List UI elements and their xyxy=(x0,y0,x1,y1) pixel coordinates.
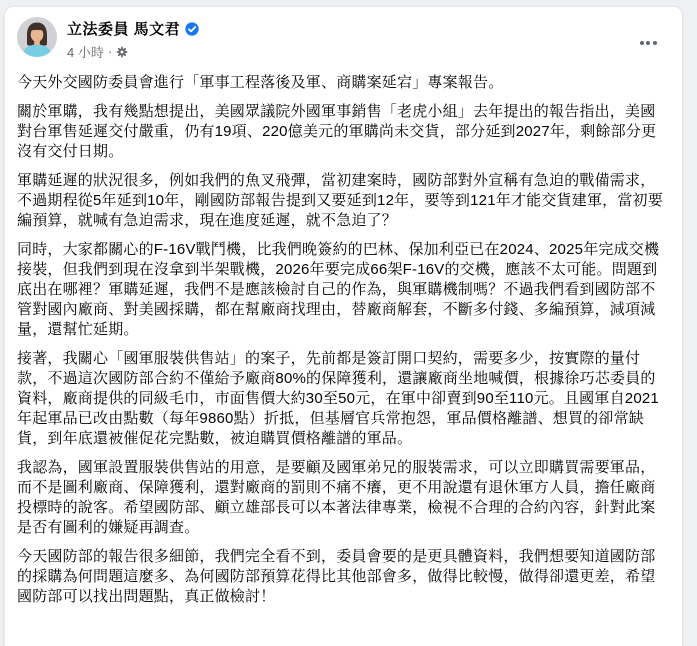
post-content xyxy=(5,65,682,607)
more-options-icon xyxy=(640,41,644,45)
post-header xyxy=(5,7,682,65)
post-paragraph: 軍購延遲的狀況很多，例如我們的魚叉飛彈，當初建案時，國防部對外宣稱有急迫的戰備需求，不過期程從5年延到10年，剛國防部報告提到又要延到12年，要等到121年才能交貨建軍，當初要編預算，就喊有急迫需求，現在進度延遲，就不急迫了？ xyxy=(17,172,663,229)
more-options-button[interactable] xyxy=(632,29,664,57)
post-paragraph: 今天國防部的報告很多細節，我們完全看不到，委員會要的是更具體資料，我們想要知道國防部的採購為何問題這麼多、為何國防部預算花得比其他部會多，做得比較慢，做得卻還更差，希望國防部可以找出問題點，真正做檢討！ xyxy=(17,548,656,605)
meta-separator: · xyxy=(107,44,113,59)
author-name-link[interactable]: 立法委員 馬文君 xyxy=(67,21,181,38)
avatar-portrait-image xyxy=(17,17,57,57)
post-paragraph: 關於軍購，我有幾點想提出，美國眾議院外國軍事銷售「老虎小組」去年提出的報告指出，美國對台軍售延遲交付嚴重，仍有19項、220億美元的軍購尚未交貨，部分延到2027年，剩餘部分更沒有交付日期。 xyxy=(17,103,657,160)
timestamp-link[interactable]: 4 小時 xyxy=(67,45,104,60)
privacy-gear-icon xyxy=(116,46,128,58)
post-meta xyxy=(67,42,199,61)
post-paragraph: 同時，大家都關心的F-16V戰鬥機，比我們晚簽約的巴林、保加利亞已在2024、2025年完成交機接裝，但我們到現在沒拿到半架戰機，2026年要完成66架F-16V的交機，應該不太可能。問題到底出在哪裡？軍購延遲，我們不是應該檢討自己的作為，與軍購機制嗎？不過我們看到國防部不管對國內廠商、對美國採購，都在幫廠商找理由，替廠商解套，不斷多付錢、多編預算，減項減量，還幫忙延期。 xyxy=(17,241,660,338)
post-header-text xyxy=(67,17,199,61)
post-paragraph: 我認為，國軍設置服裝供售站的用意，是要顧及國軍弟兄的服裝需求，可以立即購買需要軍品，而不是圖利廠商、保障獲利，還對廠商的罰則不痛不癢，更不用說還有退休軍方人員，擔任廠商投標時的說客。希望國防部、顧立雄部長可以本著法律專業，檢視不合理的合約內容，針對此案是否有圖利的嫌疑再調查。 xyxy=(17,459,656,536)
verified-badge-icon xyxy=(185,22,199,36)
avatar[interactable] xyxy=(17,17,57,57)
post-paragraph: 接著，我關心「國軍服裝供售站」的案子，先前都是簽訂開口契約，需要多少，按實際的量付款，不過這次國防部合約不僅給予廠商80%的保障獲利，還讓廠商坐地喊價，根據徐巧芯委員的資料，廠商提供的同級毛巾，市面售價大約30至50元，在軍中卻賣到90至110元。且國軍自2021年起軍品已改由點數（每年9860點）折抵，但基層官兵常抱怨，軍品價格離譜、想買的卻常缺貨，到年底還被催促花完點數，被迫購買價格離譜的軍品。 xyxy=(17,350,659,447)
post-paragraph: 今天外交國防委員會進行「軍事工程落後及軍、商購案延宕」專案報告。 xyxy=(17,74,504,91)
post-card xyxy=(4,6,683,646)
